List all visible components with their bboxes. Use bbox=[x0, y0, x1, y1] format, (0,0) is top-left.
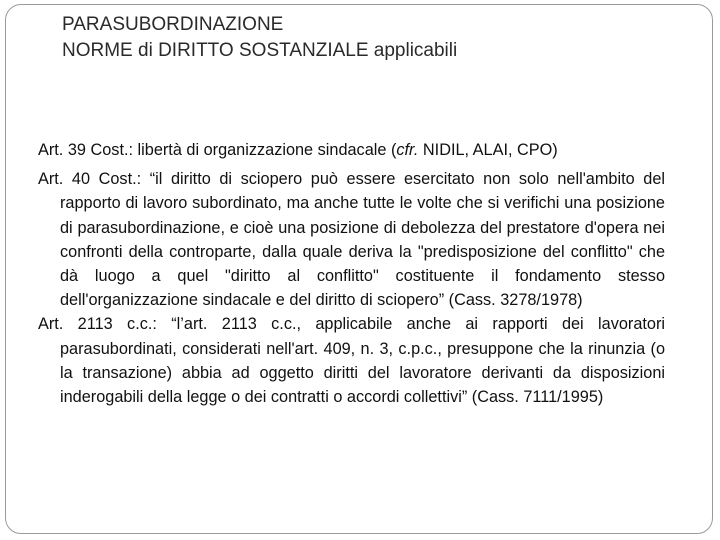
art-39-text-start: Art. 39 Cost.: libertà di organizzazione sindacale ( bbox=[38, 141, 397, 159]
paragraph-art-40: Art. 40 Cost.: “il diritto di sciopero può essere esercitato non solo nell'ambito del rapporto di lavoro subordinato, ma anche tutte le volte che si verifichi una posizione di parasubordinazione, e cioè una posizione di debolezza del prestatore d'opera nei confronti della controparte, dalla quale deriva la "predisposizione del conflitto" che dà luogo a quel "diritto al conflitto" costituente il fondamento stesso dell'organizzazione sindacale e del diritto di sciopero” (Cass. 3278/1978) bbox=[38, 170, 665, 310]
slide-title bbox=[62, 12, 682, 64]
art-39-text-end: NIDIL, ALAI, CPO) bbox=[418, 141, 558, 159]
slide-body bbox=[38, 138, 665, 414]
paragraph-art-2113: Art. 2113 c.c.: “l’art. 2113 c.c., applicabile anche ai rapporti dei lavoratori parasubordinati, considerati nell'art. 409, n. 3, c.p.c., presuppone che la rinunzia (o la transazione) abbia ad oggetto diritti del lavoratore derivanti da disposizioni inderogabili della legge o dei contratti o accordi collettivi” (Cass. 7111/1995) bbox=[38, 315, 665, 407]
paragraph-art-39 bbox=[38, 138, 665, 162]
art-39-cfr: cfr. bbox=[396, 141, 419, 159]
title-line-1: PARASUBORDINAZIONE bbox=[62, 14, 284, 35]
title-line-2: NORME di DIRITTO SOSTANZIALE applicabili bbox=[62, 40, 458, 61]
